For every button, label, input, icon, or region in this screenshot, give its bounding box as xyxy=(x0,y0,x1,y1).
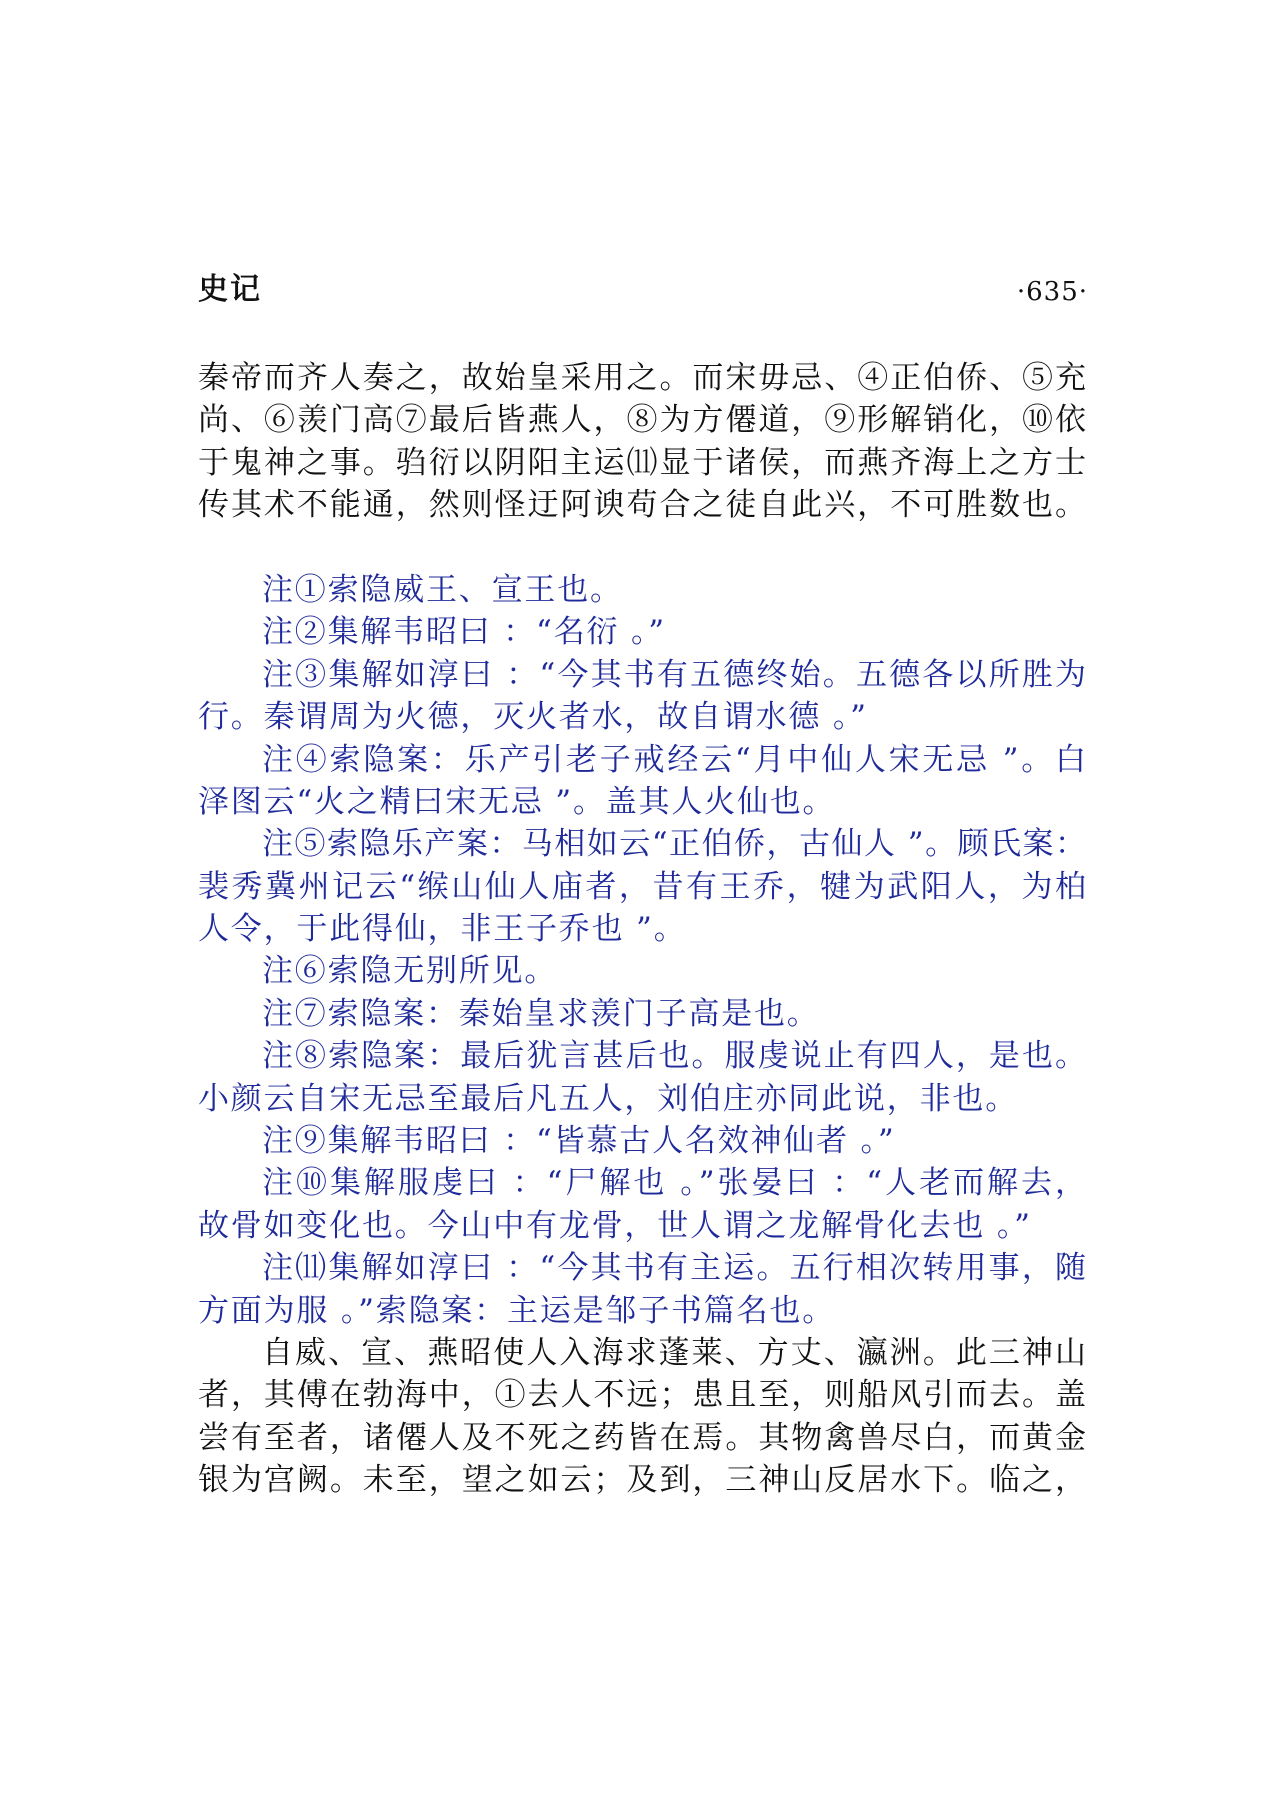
body-text-line: 银为宫阙。未至，望之如云；及到，三神山反居水下。临之， xyxy=(198,1462,1086,1499)
body-text-line: 自威、宣、燕昭使人入海求蓬莱、方丈、瀛洲。此三神山 xyxy=(262,1334,1086,1371)
note-7 xyxy=(198,993,1086,1035)
note-1 xyxy=(198,569,1086,611)
note-line: 注⑤索隐乐产案：马相如云“正伯侨，古仙人 ”。顾氏案： xyxy=(262,826,1086,863)
paragraph-spacer xyxy=(198,527,1086,569)
page-body xyxy=(198,357,1086,1502)
body-text-line: 于鬼神之事。驺衍以阴阳主运⑾显于诸侯，而燕齐海上之方士 xyxy=(198,444,1086,481)
note-line: 注⑾集解如淳曰 ：“今其书有主运。五行相次转用事，随 xyxy=(262,1250,1086,1287)
book-title: 史记 xyxy=(198,272,262,307)
running-head xyxy=(198,270,1088,310)
note-10 xyxy=(198,1162,1086,1247)
body-text-line: 秦帝而齐人奏之，故始皇采用之。而宋毋忌、④正伯侨、⑤充 xyxy=(198,360,1086,396)
note-3 xyxy=(198,654,1086,739)
note-line: 泽图云“火之精曰宋无忌 ”。盖其人火仙也。 xyxy=(198,783,836,820)
body-text-line: 尝有至者，诸僊人及不死之药皆在焉。其物禽兽尽白，而黄金 xyxy=(198,1419,1086,1456)
note-line: 注①索隐威王、宣王也。 xyxy=(262,571,623,608)
note-line: 注⑦索隐案：秦始皇求羡门子高是也。 xyxy=(262,995,820,1032)
note-4 xyxy=(198,739,1086,824)
note-11 xyxy=(198,1247,1086,1332)
note-6 xyxy=(198,950,1086,992)
note-line: 注⑧索隐案：最后犹言甚后也。服虔说止有四人，是也。 xyxy=(262,1038,1086,1075)
body-text-line: 传其术不能通，然则怪迂阿谀苟合之徒自此兴，不可胜数也。 xyxy=(198,487,1086,524)
body-text-line: 者，其傅在勃海中，①去人不远；患且至，则船风引而去。盖 xyxy=(198,1377,1086,1414)
note-8 xyxy=(198,1035,1086,1120)
note-line: 方面为服 。”索隐案：主运是邹子书篇名也。 xyxy=(198,1292,835,1329)
note-line: 小颜云自宋无忌至最后凡五人，刘伯庄亦同此说，非也。 xyxy=(198,1080,1018,1117)
note-line: 注⑩集解服虔曰 ：“尸解也 。”张晏曰 ：“人老而解去， xyxy=(262,1165,1086,1202)
notes-section xyxy=(198,569,1086,1332)
note-9 xyxy=(198,1120,1086,1162)
note-2 xyxy=(198,611,1086,653)
body-text-line: 尚、⑥羡门高⑦最后皆燕人，⑧为方僊道，⑨形解销化，⑩依 xyxy=(198,402,1086,439)
page-number: ·635· xyxy=(1016,277,1088,307)
note-line: 注⑨集解韦昭曰 ：“皆慕古人名效神仙者 。” xyxy=(262,1123,896,1160)
note-line: 注③集解如淳曰 ：“今其书有五德终始。五德各以所胜为 xyxy=(262,656,1086,693)
note-line: 故骨如变化也。今山中有龙骨，世人谓之龙解骨化去也 。” xyxy=(198,1207,1032,1244)
main-paragraph-2 xyxy=(198,1332,1086,1502)
note-5 xyxy=(198,823,1086,950)
note-line: 注⑥索隐无别所见。 xyxy=(262,953,558,990)
note-line: 行。秦谓周为火德，灭火者水，故自谓水德 。” xyxy=(198,699,868,736)
note-line: 注④索隐案：乐产引老子戒经云“月中仙人宋无忌 ”。白 xyxy=(262,741,1086,778)
main-paragraph-1 xyxy=(198,357,1086,527)
note-line: 人令，于此得仙，非王子乔也 ”。 xyxy=(198,911,687,948)
note-line: 裴秀冀州记云“缑山仙人庙者，昔有王乔，犍为武阳人，为柏 xyxy=(198,868,1086,905)
note-line: 注②集解韦昭曰 ：“名衍 。” xyxy=(262,614,666,651)
